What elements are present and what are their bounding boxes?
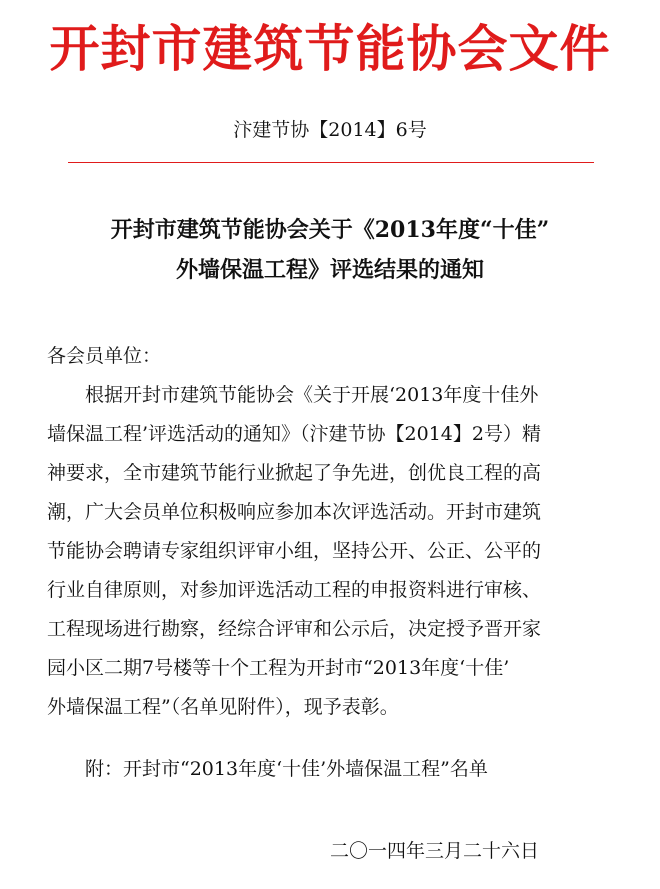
body-line-9: 外墙保温工程”（名单见附件），现予表彰。 (47, 696, 399, 718)
notice-title-line-2: 外墙保温工程》评选结果的通知 (175, 257, 484, 283)
salutation: 各会员单位： (47, 345, 162, 367)
body-line-4: 潮，广大会员单位积极响应参加本次评选活动。开封市建筑 (47, 501, 542, 523)
body-line-7: 工程现场进行勘察，经综合评审和公示后，决定授予晋开家 (47, 618, 542, 640)
attachment-note: 附：开封市“2013年度‘十佳’外墙保温工程”名单 (85, 758, 488, 780)
masthead-title: 开封市建筑节能协会文件 (49, 19, 611, 78)
body-line-8: 园小区二期7号楼等十个工程为开封市“2013年度‘十佳’ (47, 657, 510, 679)
notice-title-line-1: 开封市建筑节能协会关于《2013年度“十佳” (110, 217, 550, 243)
document-number: 汴建节协【2014】6号 (233, 119, 427, 141)
body-line-1: 根据开封市建筑节能协会《关于开展‘2013年度十佳外 (85, 384, 539, 406)
body-line-6: 行业自律原则，对参加评选活动工程的申报资料进行审核、 (47, 579, 542, 601)
body-line-3: 神要求，全市建筑节能行业掀起了争先进，创优良工程的高 (47, 462, 542, 484)
body-line-2: 墙保温工程’评选活动的通知》（汴建节协【2014】2号）精 (47, 423, 541, 445)
body-line-5: 节能协会聘请专家组织评审小组，坚持公开、公正、公平的 (47, 540, 542, 562)
header-divider (68, 162, 594, 163)
issue-date: 二〇一四年三月二十六日 (330, 840, 540, 862)
